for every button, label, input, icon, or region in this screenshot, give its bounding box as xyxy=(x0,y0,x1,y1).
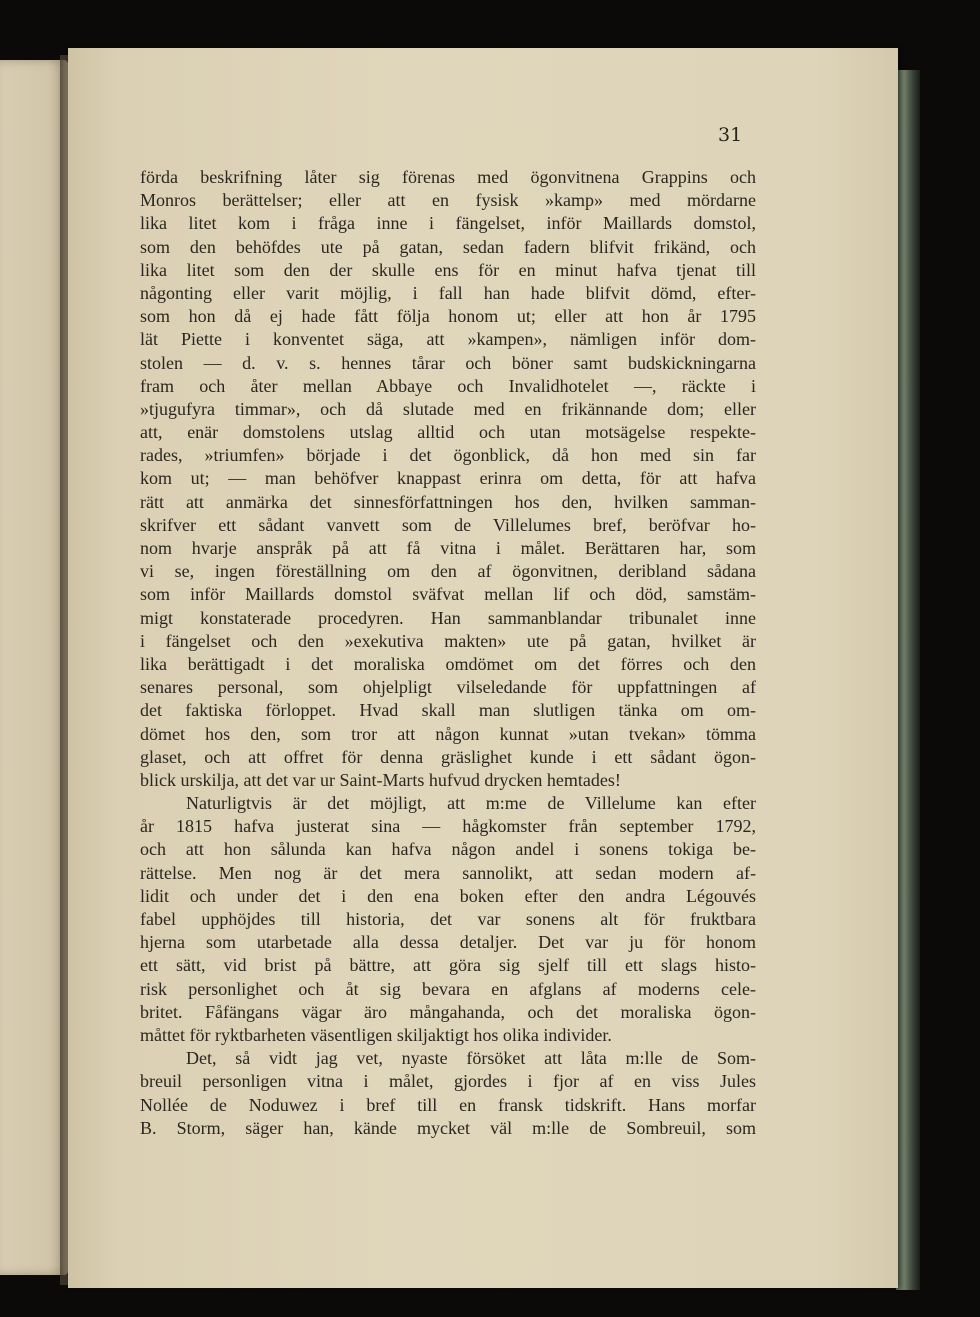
text-line: och att hon sålunda kan hafva någon andel i sonens tokiga be- xyxy=(140,839,756,860)
text-line: fram och åter mellan Abbaye och Invalidhotelet —, räckte i xyxy=(140,375,756,396)
text-line: Nollée de Noduwez i bref till en fransk tidskrift. Hans morfar xyxy=(140,1094,756,1115)
text-line: som hon då ej hade fått följa honom ut; eller att hon år 1795 xyxy=(140,306,756,327)
text-line: britet. Fåfängans vägar äro mångahanda, och det moraliska ögon- xyxy=(140,1001,756,1022)
text-line: rades, »triumfen» började i det ögonblick, då hon med sin far xyxy=(140,445,756,466)
text-line: som inför Maillards domstol sväfvat mellan lif och död, samstäm- xyxy=(140,584,756,605)
text-line: fabel upphöjdes till historia, det var sonens alt för fruktbara xyxy=(140,909,756,929)
text-line: lika litet kom i fråga inne i fängelset, inför Maillards domstol, xyxy=(140,213,756,234)
text-line: glaset, och att offret för denna gräslighet kunde i ett sådant ögon- xyxy=(140,746,756,767)
text-line: i fängelset och den »exekutiva makten» ute på gatan, hvilket är xyxy=(140,630,756,651)
text-line: Naturligtvis är det möjligt, att m:me de Villelume kan efter xyxy=(186,793,756,814)
text-line: lika berättigadt i det moraliska omdömet om det förres och den xyxy=(140,653,756,674)
text-line: senares personal, som ohjelpligt vilseledande för uppfattningen af xyxy=(140,677,756,698)
text-line: år 1815 hafva justerat sina — hågkomster från september 1792, xyxy=(140,816,756,837)
text-line: som den behöfdes ute på gatan, sedan fadern blifvit frikänd, och xyxy=(140,236,756,257)
left-page-edge xyxy=(0,60,68,1275)
book-cover-edge xyxy=(896,70,920,1290)
text-line: lika litet som den der skulle ens för en minut hafva tjenat till xyxy=(140,259,756,280)
text-line: ett sätt, vid brist på bättre, att göra sig sjelf till ett slags histo- xyxy=(140,955,756,976)
text-line: att, enär domstolens utslag alltid och utan motsägelse respekte- xyxy=(140,422,756,443)
text-line: breuil personligen vitna i målet, gjordes i fjor af en viss Jules xyxy=(140,1071,756,1092)
text-line: måttet för ryktbarheten väsentligen skiljaktigt hos olika individer. xyxy=(140,1024,612,1045)
text-line: risk personlighet och åt sig bevara en afglans af moderns cele- xyxy=(140,978,756,999)
text-line: stolen — d. v. s. hennes tårar och böner samt budskickningarna xyxy=(140,352,756,373)
text-line: B. Storm, säger han, kände mycket väl m:lle de Sombreuil, som xyxy=(140,1117,756,1138)
text-line: »tjugufyra timmar», och då slutade med en frikännande dom; eller xyxy=(140,398,756,419)
text-line: lät Piette i konventet säga, att »kampen», nämligen inför dom- xyxy=(140,329,756,350)
text-line: dömet hos den, som tror att någon kunnat »utan tvekan» tömma xyxy=(140,723,756,744)
text-line: Monros berättelser; eller att en fysisk »kamp» med mördarne xyxy=(140,190,756,211)
text-line: någonting eller varit möjlig, i fall han hade blifvit dömd, efter- xyxy=(140,282,756,303)
text-line: rätt att anmärka det sinnesförfattningen hos den, hvilken samman- xyxy=(140,491,756,512)
text-line: kom ut; — man behöfver knappast erinra om detta, för att hafva xyxy=(140,468,756,489)
text-line: migt konstaterade procedyren. Han sammanblandar tribunalet inne xyxy=(140,607,756,628)
text-line: nom hvarje anspråk på att få vitna i målet. Berättaren har, som xyxy=(140,538,756,558)
text-line: det faktiska förloppet. Hvad skall man slutligen tänka om om- xyxy=(140,700,756,721)
text-line: hjerna som utarbetade alla dessa detaljer. Det var ju för honom xyxy=(140,932,756,953)
page-text xyxy=(140,166,756,1140)
text-line: skrifver ett sådant vanvett som de Villelumes bref, beröfvar ho- xyxy=(140,514,756,535)
page-number: 31 xyxy=(718,124,743,146)
text-line: förda beskrifning låter sig förenas med ögonvitnena Grappins och xyxy=(140,167,756,187)
text-line: Det, så vidt jag vet, nyaste försöket att låta m:lle de Som- xyxy=(186,1048,756,1069)
text-line: lidit och under det i den ena boken efter den andra Légouvés xyxy=(140,885,756,906)
text-line: vi se, ingen föreställning om den af ögonvitnen, deribland sådana xyxy=(140,561,756,582)
text-line: blick urskilja, att det var ur Saint-Marts hufvud drycken hemtades! xyxy=(140,769,621,790)
text-line: rättelse. Men nog är det mera sannolikt, att sedan modern af- xyxy=(140,862,756,883)
